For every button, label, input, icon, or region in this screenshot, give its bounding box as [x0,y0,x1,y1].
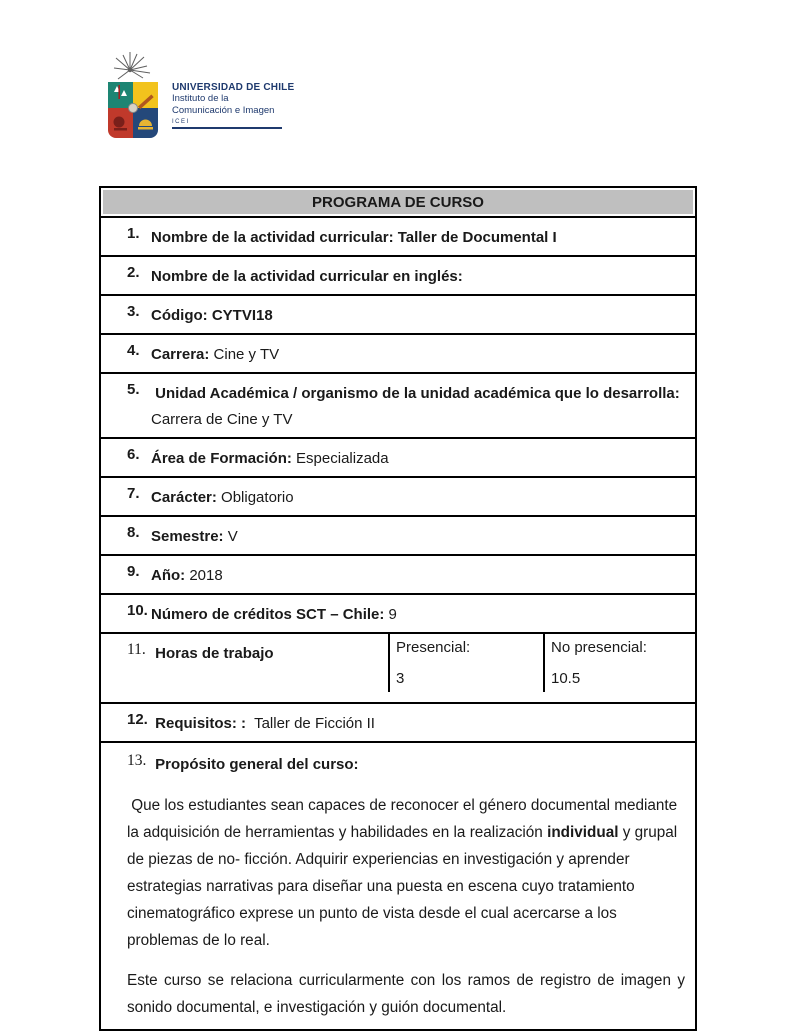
row-number: 3. [127,303,140,320]
row-content [151,752,687,778]
logo-text-block [172,52,294,129]
table-title: PROGRAMA DE CURSO [101,188,695,218]
university-crest-icon [106,52,164,140]
spacer [551,656,689,670]
hours-label-cell [101,634,388,671]
table-row-ano [101,556,695,595]
row-number: 2. [127,264,140,281]
row-label: Carácter: [151,489,217,506]
row-content [151,524,687,550]
row-content [151,342,687,368]
row-label: Área de Formación: [151,450,292,467]
row-label: Carrera: [151,346,210,363]
spacer [396,656,537,670]
row-label: Nombre de la actividad curricular en inglés: [151,268,463,285]
hours-no-presencial-cell [543,634,695,692]
row-number: 10. [127,602,148,619]
row-content [151,303,687,329]
row-content [151,446,687,472]
starburst-rays [114,52,150,79]
no-presencial-value: 10.5 [551,670,581,687]
row-number: 4. [127,342,140,359]
table-row-requisitos [101,704,695,743]
table-row-proposito [101,743,695,1029]
row-content [151,711,687,737]
row-label: Año: [151,567,186,584]
shield-medallion [129,104,138,113]
university-logo [106,52,294,140]
table-row-horas-trabajo [101,634,695,704]
row-content [151,602,687,628]
purpose-p1-after: y grupal de piezas de no- ficción. Adquirir experiencias en investigación y aprender estrategias narrativas para diseñar una puesta en escena cuyo tratamiento cinematográfico exprese un punto de vista desde el cual acercarse a los problemas de lo real. [127,824,682,949]
row-value: Cine y TV [209,346,280,363]
row-label: Unidad Académica / organismo de la unidad académica que lo desarrolla: [151,385,680,402]
row-content [151,264,687,290]
purpose-p1-bold-word: individual [547,824,619,841]
no-presencial-label: No presencial: [551,639,647,656]
purpose-p1-before: Que los estudiantes sean capaces de reconocer el género documental mediante la adquisición de herramientas y habilidades en la realización [127,797,682,841]
course-program-table [99,186,697,1031]
purpose-paragraph-2: Este curso se relaciona curricularmente con los ramos de registro de imagen y sonido documental, e investigación y guión documental. [127,972,690,1016]
row-value: Especializada [291,450,389,467]
presencial-label: Presencial: [396,639,471,656]
row-value: Obligatorio [216,489,294,506]
row-content [151,381,687,433]
row-number: 13. [127,752,147,769]
row-label: Nombre de la actividad curricular: Taller de Documental I [151,229,557,246]
institute-name-line1: Instituto de la [172,93,229,104]
row-number: 7. [127,485,140,502]
row-value: V [223,528,238,545]
table-row-carrera [101,335,695,374]
row-content [151,641,380,667]
table-row-nombre-ingles [101,257,695,296]
presencial-value: 3 [396,670,405,687]
row-label: Horas de trabajo [151,645,274,662]
table-row-area-formacion [101,439,695,478]
table-row-semestre [101,517,695,556]
row-value: 2018 [185,567,223,584]
purpose-paragraph-1 [127,792,687,954]
row-content [151,485,687,511]
row-number: 5. [127,381,140,398]
institute-acronym: ICEI [172,119,190,125]
row-label: Requisitos: : [151,715,247,732]
row-content [151,563,687,589]
row-number: 8. [127,524,140,541]
starburst-center [128,68,132,72]
row-label: Semestre: [151,528,224,545]
table-row-nombre [101,218,695,257]
row-number: 12. [127,711,148,728]
university-name: UNIVERSIDAD DE CHILE [172,82,295,93]
row-label: Propósito general del curso: [151,756,359,773]
row-label: Código: CYTVI18 [151,307,273,324]
row-number: 9. [127,563,140,580]
hours-presencial-cell [388,634,543,692]
table-row-caracter [101,478,695,517]
table-row-codigo [101,296,695,335]
row-value: Taller de Ficción II [246,715,375,732]
row-value: Carrera de Cine y TV [151,385,684,428]
row-value: 9 [384,606,397,623]
table-row-creditos [101,595,695,634]
row-label: Número de créditos SCT – Chile: [151,606,385,623]
row-number: 6. [127,446,140,463]
table-row-unidad-academica [101,374,695,439]
row-number: 11. [127,641,146,658]
row-content [151,225,687,251]
logo-underline [172,127,282,129]
purpose-heading [127,752,687,778]
row-number: 1. [127,225,140,242]
institute-name-line2: Comunicación e Imagen [172,105,275,116]
